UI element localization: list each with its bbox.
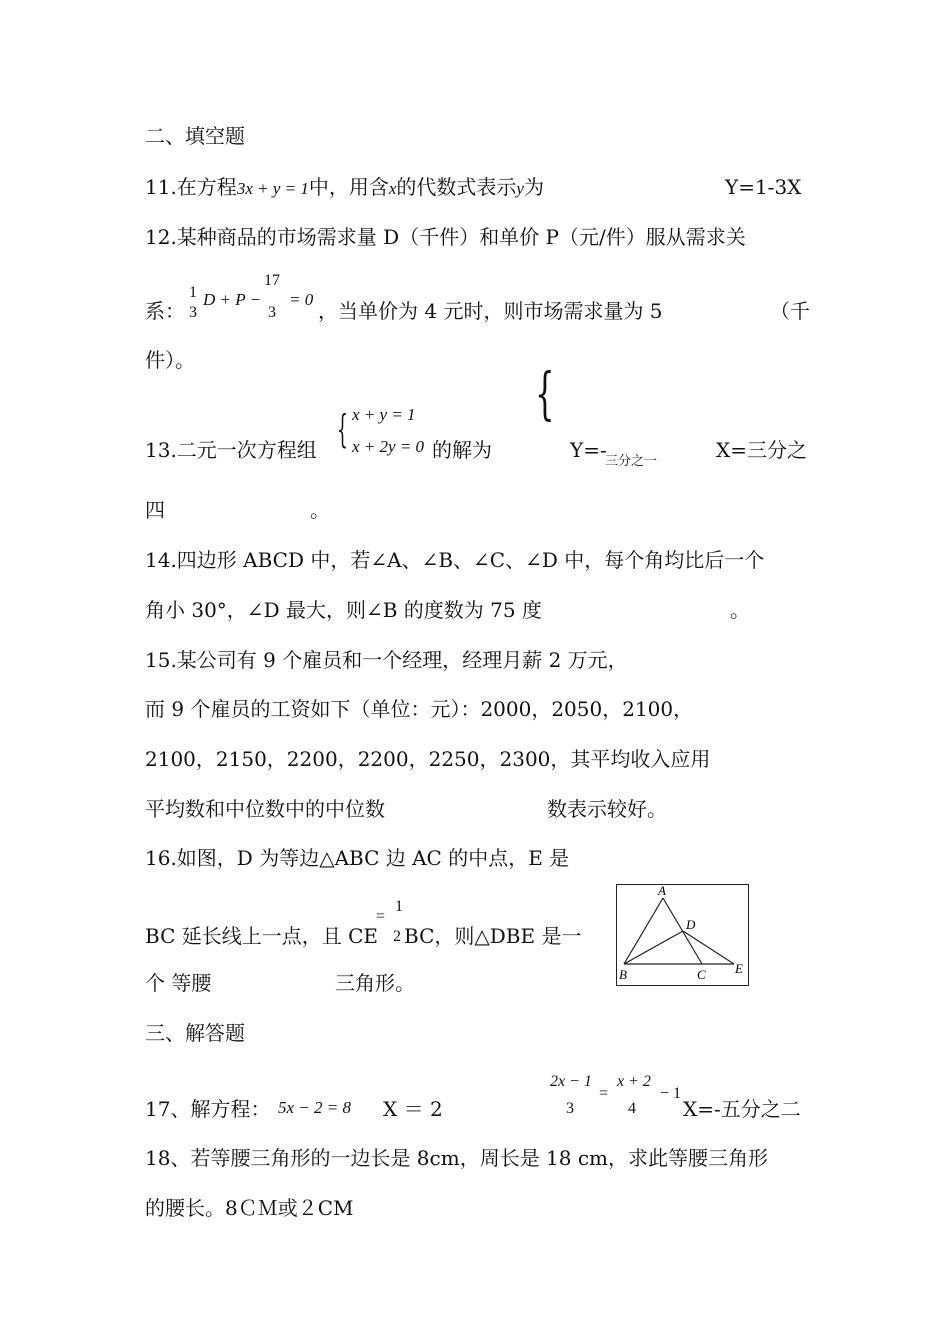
q16-frac-den: 2 <box>393 928 401 945</box>
q14-line2: 角小 30°，∠D 最大，则∠B 的度数为 75 度 <box>145 598 542 622</box>
q11-var-x: x <box>388 179 397 198</box>
label-a: A <box>658 884 666 898</box>
q18-line2: 的腰长。8ＣＭ或２CM <box>145 1196 354 1220</box>
q11-suffix: 为 <box>523 175 544 199</box>
q17-ans2: X=-五分之二 <box>683 1097 801 1121</box>
q16-eq-sign: = <box>376 908 386 925</box>
q16-line2b: BC，则△DBE 是一 <box>404 924 582 948</box>
q12-eq-end: = 0 <box>289 290 314 309</box>
q12-text: ，当单价为 4 元时，则市场需求量为 5 <box>318 299 663 323</box>
q11-answer: Y=1-3X <box>725 175 802 199</box>
q13-answer-y: Y=- <box>570 438 607 462</box>
q15-line4a: 平均数和中位数中的中位数 <box>145 797 385 821</box>
q13-end: 。 <box>310 498 330 522</box>
q16-line3b: 三角形。 <box>335 971 415 995</box>
section-heading-answer: 三、解答题 <box>145 1021 245 1045</box>
triangle-figure <box>616 884 750 988</box>
segment-bd <box>624 931 683 964</box>
label-c: C <box>697 967 706 982</box>
q16-line2a: BC 延长线上一点，且 CE <box>145 924 378 948</box>
q11-prefix: 11.在方程 <box>145 175 237 199</box>
q16-frac-num: 1 <box>395 898 403 915</box>
q16-line3a: 个 等腰 <box>145 971 212 995</box>
q14-end: 。 <box>730 598 750 622</box>
q12-frac1-num: 1 <box>189 284 197 301</box>
q12-eq-mid: D + P − <box>203 290 262 309</box>
q13-system-brace: { <box>337 407 348 451</box>
q11-var-y: y <box>516 179 524 198</box>
q17-frac-b-den: 4 <box>628 1100 636 1117</box>
q12-prefix: 系： <box>145 299 185 323</box>
q11-mid2: 的代数式表示 <box>396 175 517 199</box>
q13-prefix: 13.二元一次方程组 <box>145 438 317 462</box>
q12-line1: 12.某种商品的市场需求量 D（千件）和单价 P（元/件）服从需求关 <box>145 225 746 249</box>
q12-unit-open: （千 <box>770 299 810 323</box>
q17-minus-one: − 1 <box>660 1085 682 1102</box>
q12-line3: 件）。 <box>145 348 195 372</box>
q17-frac-a-den: 3 <box>566 1100 574 1117</box>
q11-mid1: 中，用含 <box>308 175 389 199</box>
q13-answer-y-small: 三分之一 <box>605 454 658 469</box>
question-11 <box>145 175 544 201</box>
q17-eq1: 5x − 2 = 8 <box>278 1098 351 1117</box>
q16-line1: 16.如图，D 为等边△ABC 边 AC 的中点，E 是 <box>145 846 570 870</box>
q13-eq2: x + 2y = 0 <box>352 437 425 456</box>
q13-suffix: 的解为 <box>432 438 492 462</box>
q11-equation: 3x + y = 1 <box>236 179 309 198</box>
edge-ab <box>624 898 663 964</box>
label-d: D <box>686 917 696 932</box>
label-b: B <box>619 967 627 982</box>
segment-de <box>683 931 734 964</box>
q12-frac1-den: 3 <box>189 304 197 321</box>
q18-line1: 18、若等腰三角形的一边长是 8cm，周长是 18 cm，求此等腰三角形 <box>145 1146 769 1170</box>
q15-line2: 而 9 个雇员的工资如下（单位：元）：2000，2050，2100， <box>145 697 694 721</box>
label-e: E <box>735 961 743 976</box>
q13-answer-x-cont: 四 <box>145 498 165 522</box>
q15-line1: 15.某公司有 9 个雇员和一个经理，经理月薪 2 万元， <box>145 648 628 672</box>
q15-line3: 2100，2150，2200，2200，2250，2300，其平均收入应用 <box>145 747 711 771</box>
q13-answer-x: X=三分之 <box>716 438 807 462</box>
q17-ans1: X ＝ 2 <box>383 1097 443 1121</box>
q12-frac2-num: 17 <box>264 272 280 289</box>
q17-prefix: 17、解方程： <box>145 1097 271 1121</box>
q17-frac-b-num: x + 2 <box>617 1073 651 1090</box>
q12-frac2-den: 3 <box>268 304 276 321</box>
q17-frac-a-num: 2x − 1 <box>550 1073 592 1090</box>
q13-eq1: x + y = 1 <box>352 405 416 424</box>
large-brace-symbol: { <box>535 362 555 427</box>
q17-eq-sign: = <box>599 1085 609 1102</box>
q14-line1: 14.四边形 ABCD 中，若∠A、∠B、∠C、∠D 中，每个角均比后一个 <box>145 548 765 572</box>
figure-frame <box>617 885 749 986</box>
section-heading-fill-blank: 二、填空题 <box>145 124 245 148</box>
q15-line4b: 数表示较好。 <box>547 797 667 821</box>
